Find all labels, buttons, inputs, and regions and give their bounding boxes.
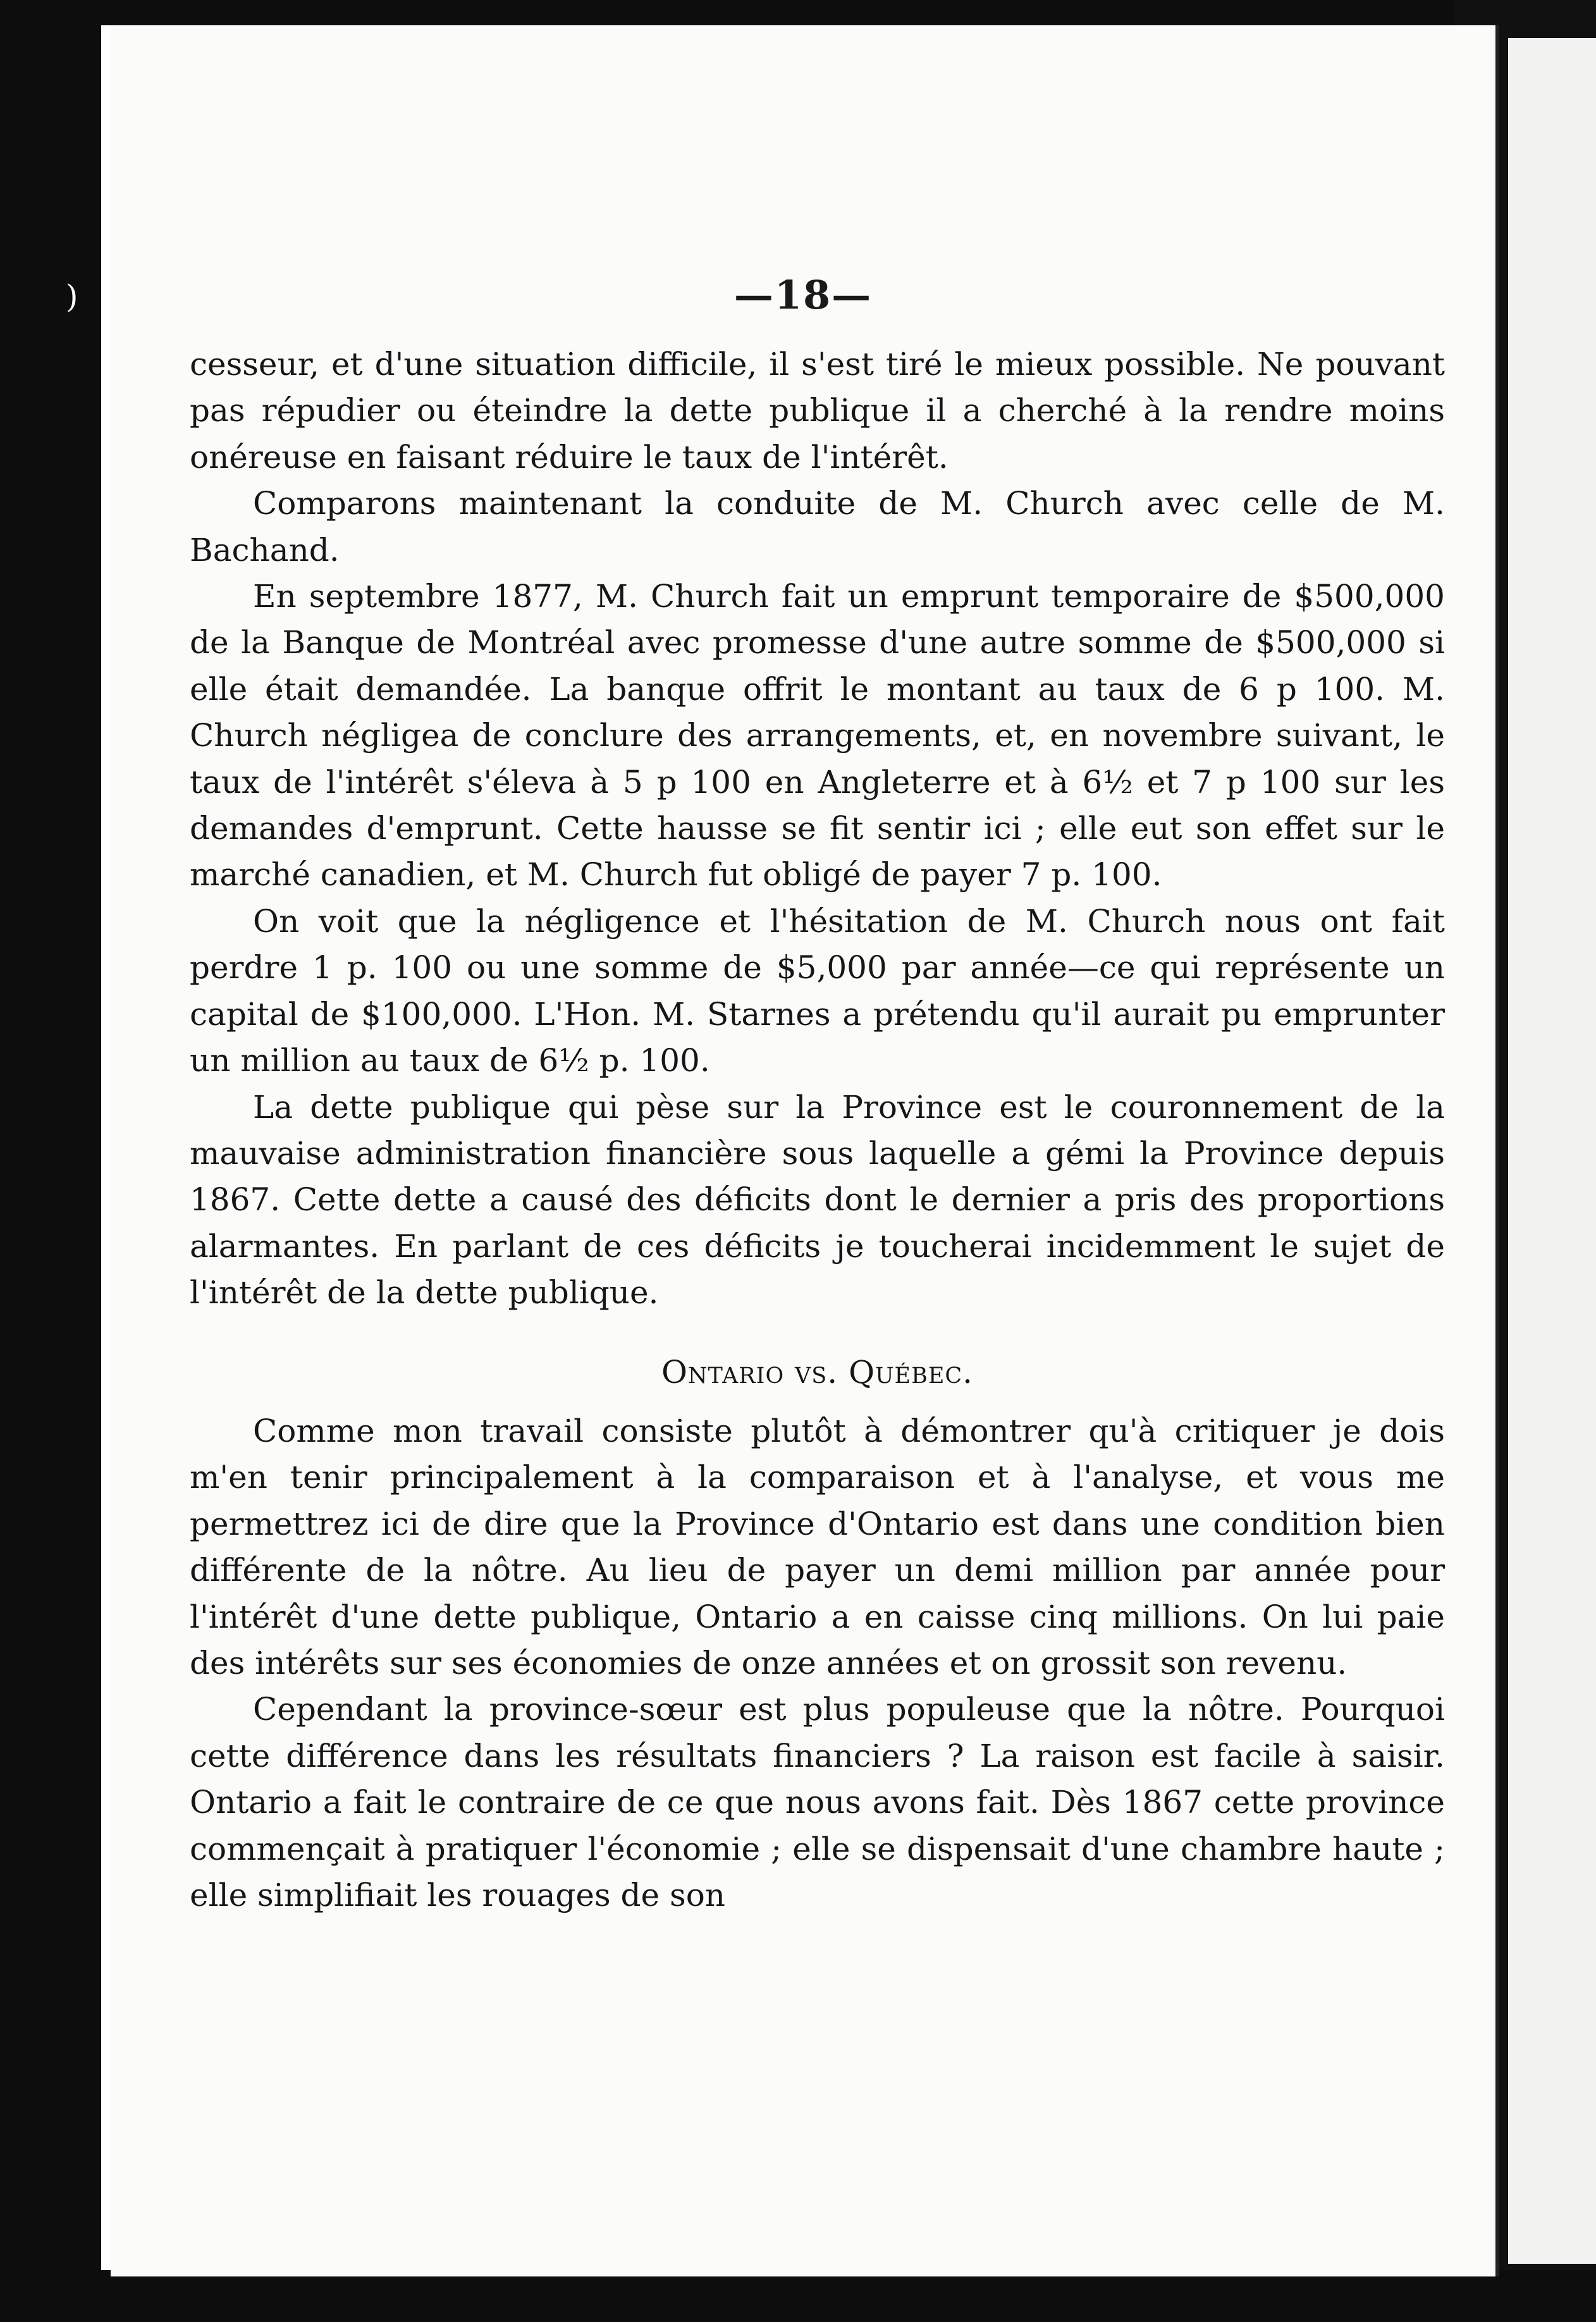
paragraph-2: Comparons maintenant la conduite de M. Church avec celle de M. Bachand. <box>190 485 1445 568</box>
scan-edge-top <box>0 0 1596 25</box>
page-number: —18— <box>734 272 873 318</box>
section-paragraph-2: Cependant la province-sœur est plus populeuse que la nôtre. Pourquoi cette différence dans les résultats financiers ? La raison est facile à saisir. Ontario a fait le contraire de ce que nous avons fait. Dès 1867 cette province commençait à pratiquer l'économie ; elle se dispensait d'une chambre haute ; elle simplifiait les rouages de son <box>190 1691 1445 1914</box>
scan-edge-left <box>0 0 101 2322</box>
paragraph-4: On voit que la négligence et l'hésitation de M. Church nous ont fait perdre 1 p. 100 ou une somme de $5,000 par année—ce qui représente un capital de $100,000. L'Hon. M. Starnes a prétendu qu'il aurait pu emprunter un million au taux de 6½ p. 100. <box>190 902 1445 1079</box>
scan-edge-bottom <box>0 2270 1596 2322</box>
section-heading: Ontario vs. Québec. <box>661 1353 974 1391</box>
margin-mark: ) <box>66 278 78 315</box>
facing-page-edge <box>1508 38 1596 2264</box>
paragraph-3: En septembre 1877, M. Church fait un emprunt temporaire de $500,000 de la Banque de Montréal avec promesse d'une autre somme de $500,000 si elle était demandée. La banque offrit le montant au taux de 6 p 100. M. Church négligea de conclure des arrangements, et, en novembre suivant, le taux de l'intérêt s'éleva à 5 p 100 en Angleterre et à 6½ et 7 p 100 sur les demandes d'emprunt. Cette hausse se fit sentir ici ; elle eut son effet sur le marché canadien, et M. Church fut obligé de payer 7 p. 100. <box>190 578 1445 894</box>
section-paragraph-1: Comme mon travail consiste plutôt à démontrer qu'à critiquer je dois m'en tenir principalement à la comparaison et à l'analyse, et vous me permettrez ici de dire que la Province d'Ontario est dans une condition bien différente de la nôtre. Au lieu de payer un demi million par année pour l'intérêt d'une dette publique, Ontario a en caisse cinq millions. On lui paie des intérêts sur ses économies de onze années et on grossit son revenu. <box>190 1412 1445 1681</box>
paragraph-1: cesseur, et d'une situation difficile, il s'est tiré le mieux possible. Ne pouvant pas répudier ou éteindre la dette publique il a cherché à la rendre moins onéreuse en faisant réduire le taux de l'intérêt. <box>190 346 1445 476</box>
paragraph-5: La dette publique qui pèse sur la Province est le couronnement de la mauvaise administration financière sous laquelle a gémi la Province depuis 1867. Cette dette a causé des déficits dont le dernier a pris des proportions alarmantes. En parlant de ces déficits je toucherai incidemment le sujet de l'intérêt de la dette publique. <box>190 1088 1445 1312</box>
body-text <box>190 341 1445 1919</box>
